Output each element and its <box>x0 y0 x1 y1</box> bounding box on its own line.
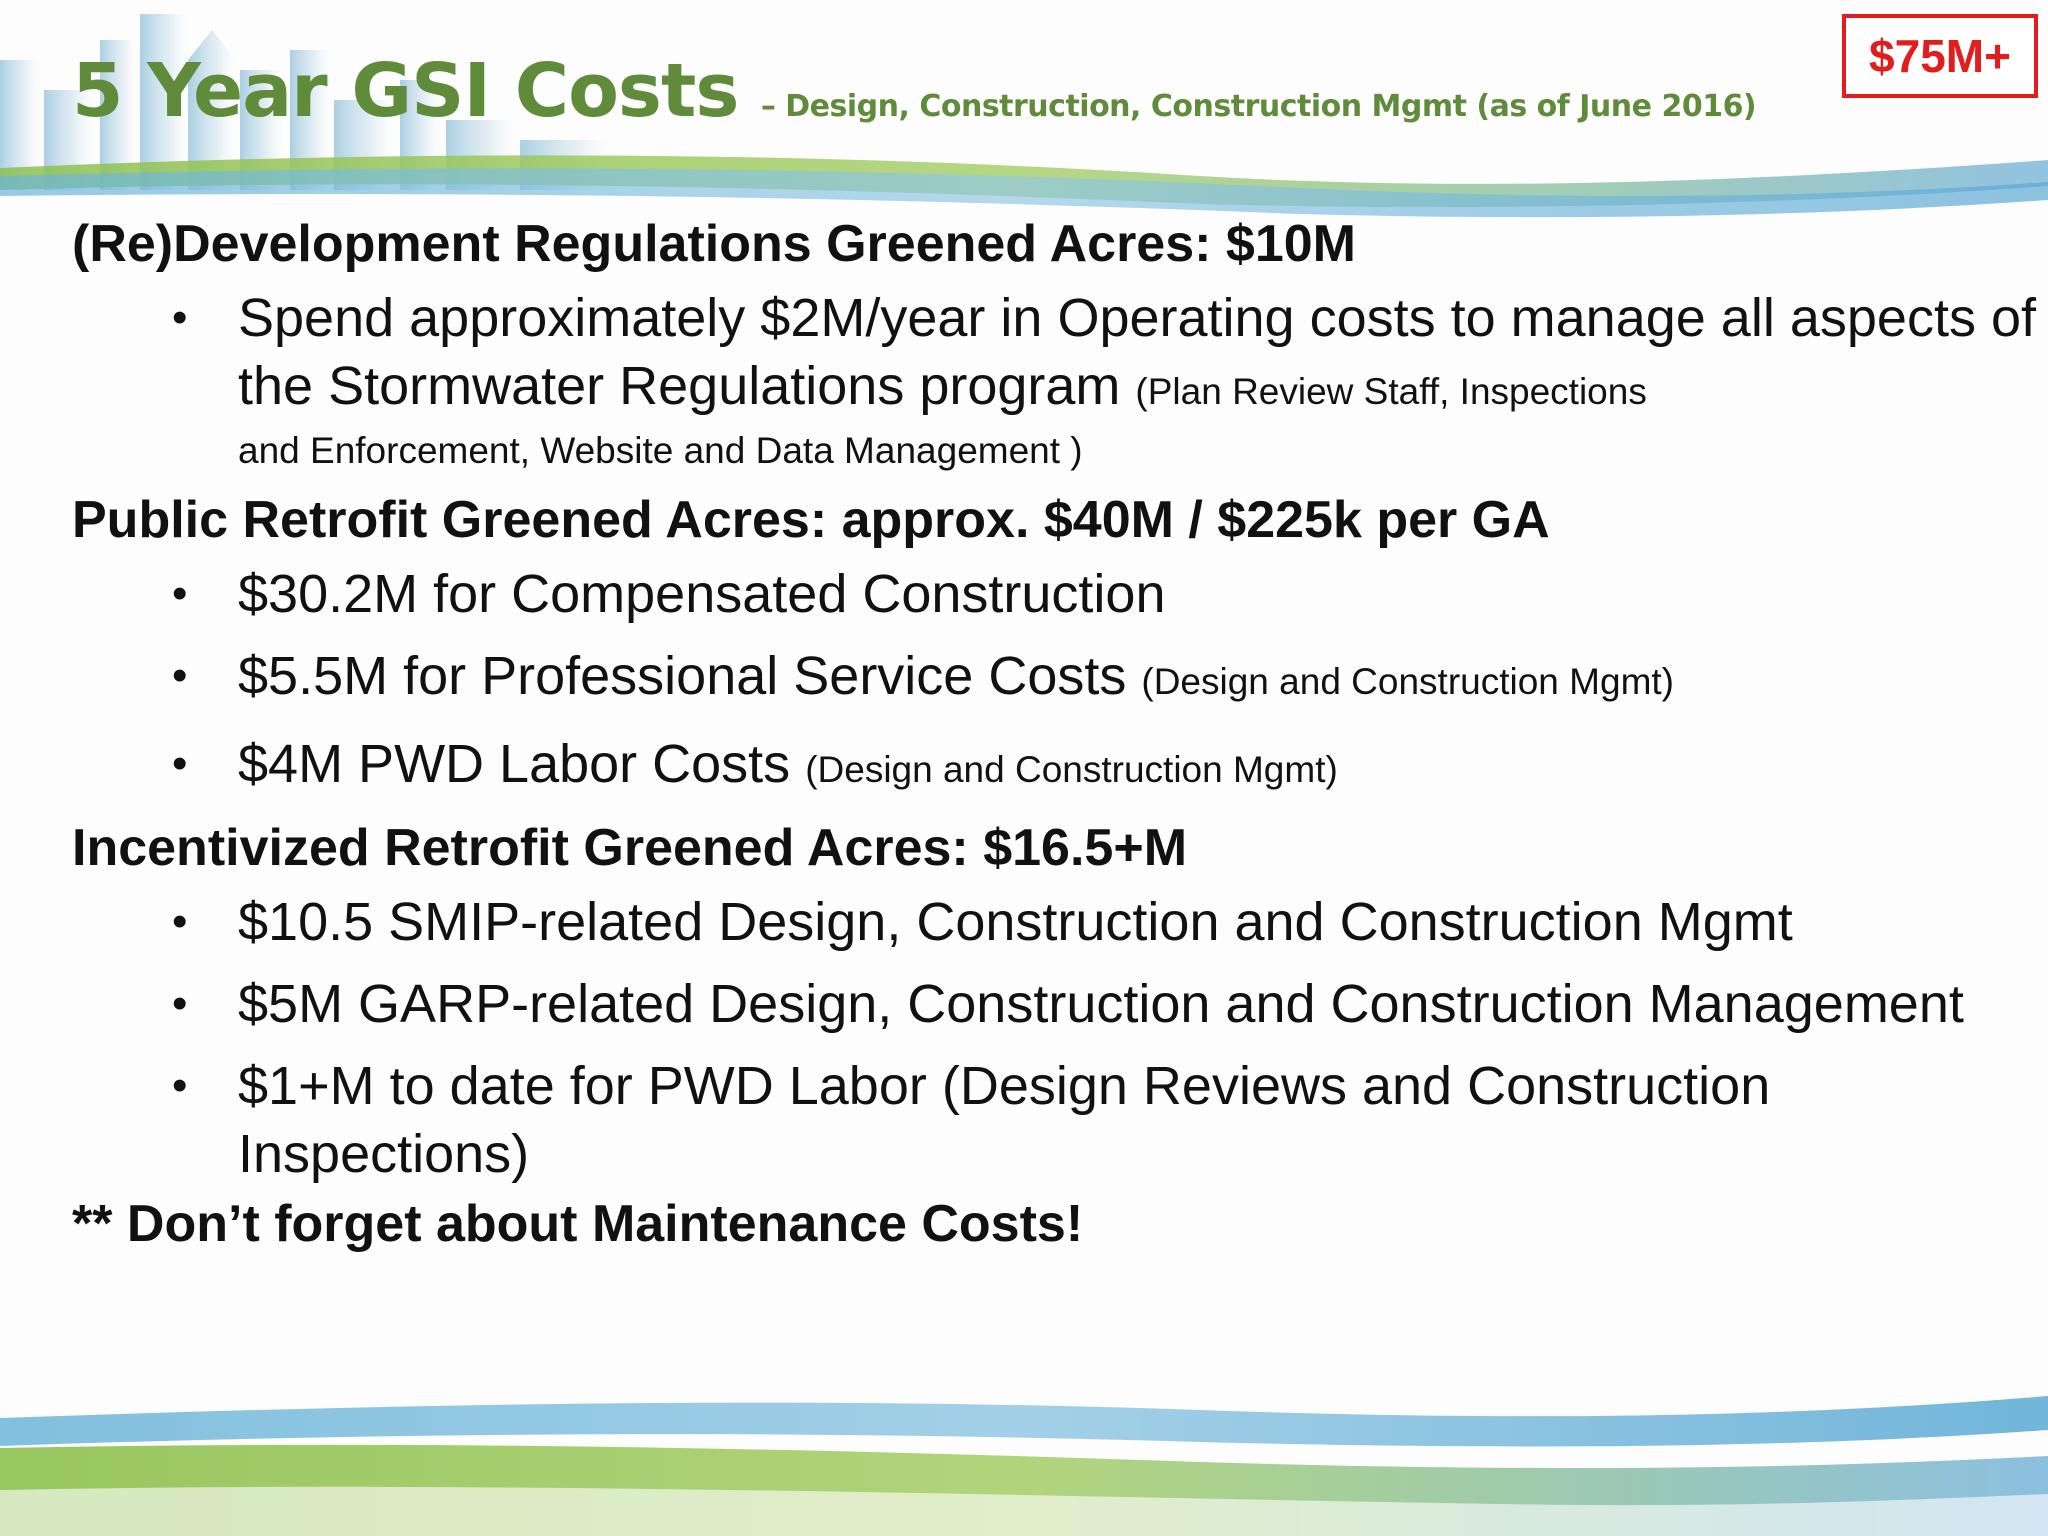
bullet-icon: • <box>172 739 188 788</box>
section-heading: Incentivized Retrofit Greened Acres: $16.5+M <box>72 819 1188 877</box>
bullet-text: $30.2M for Compensated Construction <box>238 564 1166 624</box>
bullet-text: $4M PWD Labor Costs <box>238 734 791 794</box>
bullet-note: (Design and Construction Mgmt) <box>1141 661 1674 702</box>
section-heading: Public Retrofit Greened Acres: approx. $40M / $225k per GA <box>72 491 1550 549</box>
list-item <box>72 730 2038 804</box>
slide-subtitle: – Design, Construction, Construction Mgmt (as of June 2016) <box>760 89 1757 124</box>
bullet-icon: • <box>172 293 188 342</box>
bullet-list <box>72 560 2038 804</box>
bullet-text: $5M GARP-related Design, Construction and Construction Management <box>238 974 1964 1034</box>
list-item <box>72 1052 2038 1188</box>
list-item <box>72 888 2038 956</box>
bullet-note-continued: and Enforcement, Website and Data Management ) <box>238 430 1083 471</box>
bullet-icon: • <box>172 569 188 618</box>
total-cost-badge: $75M+ <box>1842 14 2038 98</box>
list-item <box>72 560 2038 628</box>
bullet-icon: • <box>172 897 188 946</box>
list-item <box>72 284 2038 476</box>
list-item <box>72 970 2038 1038</box>
bullet-note: (Design and Construction Mgmt) <box>805 749 1338 790</box>
title-block <box>72 48 1756 134</box>
maintenance-note: ** Don’t forget about Maintenance Costs! <box>72 1195 1084 1253</box>
bullet-list <box>72 888 2038 1188</box>
bullet-icon: • <box>172 1061 188 1110</box>
bullet-text: $10.5 SMIP-related Design, Construction and Construction Mgmt <box>238 892 1793 952</box>
bullet-list <box>72 284 2038 476</box>
list-item <box>72 642 2038 716</box>
slide-content <box>72 214 2038 1254</box>
bullet-text: $5.5M for Professional Service Costs <box>238 646 1127 706</box>
bullet-note: (Plan Review Staff, Inspections <box>1135 371 1647 412</box>
bullet-icon: • <box>172 651 188 700</box>
bullet-icon: • <box>172 979 188 1028</box>
slide-title: 5 Year GSI Costs <box>72 48 739 134</box>
bullet-text: Spend approximately $2M/year in Operating costs to manage all aspects of the Stormwater Regulations program <box>238 288 2036 416</box>
section-heading: (Re)Development Regulations Greened Acres: $10M <box>72 215 1356 273</box>
bullet-text: $1+M to date for PWD Labor (Design Reviews and Construction Inspections) <box>238 1056 1771 1184</box>
